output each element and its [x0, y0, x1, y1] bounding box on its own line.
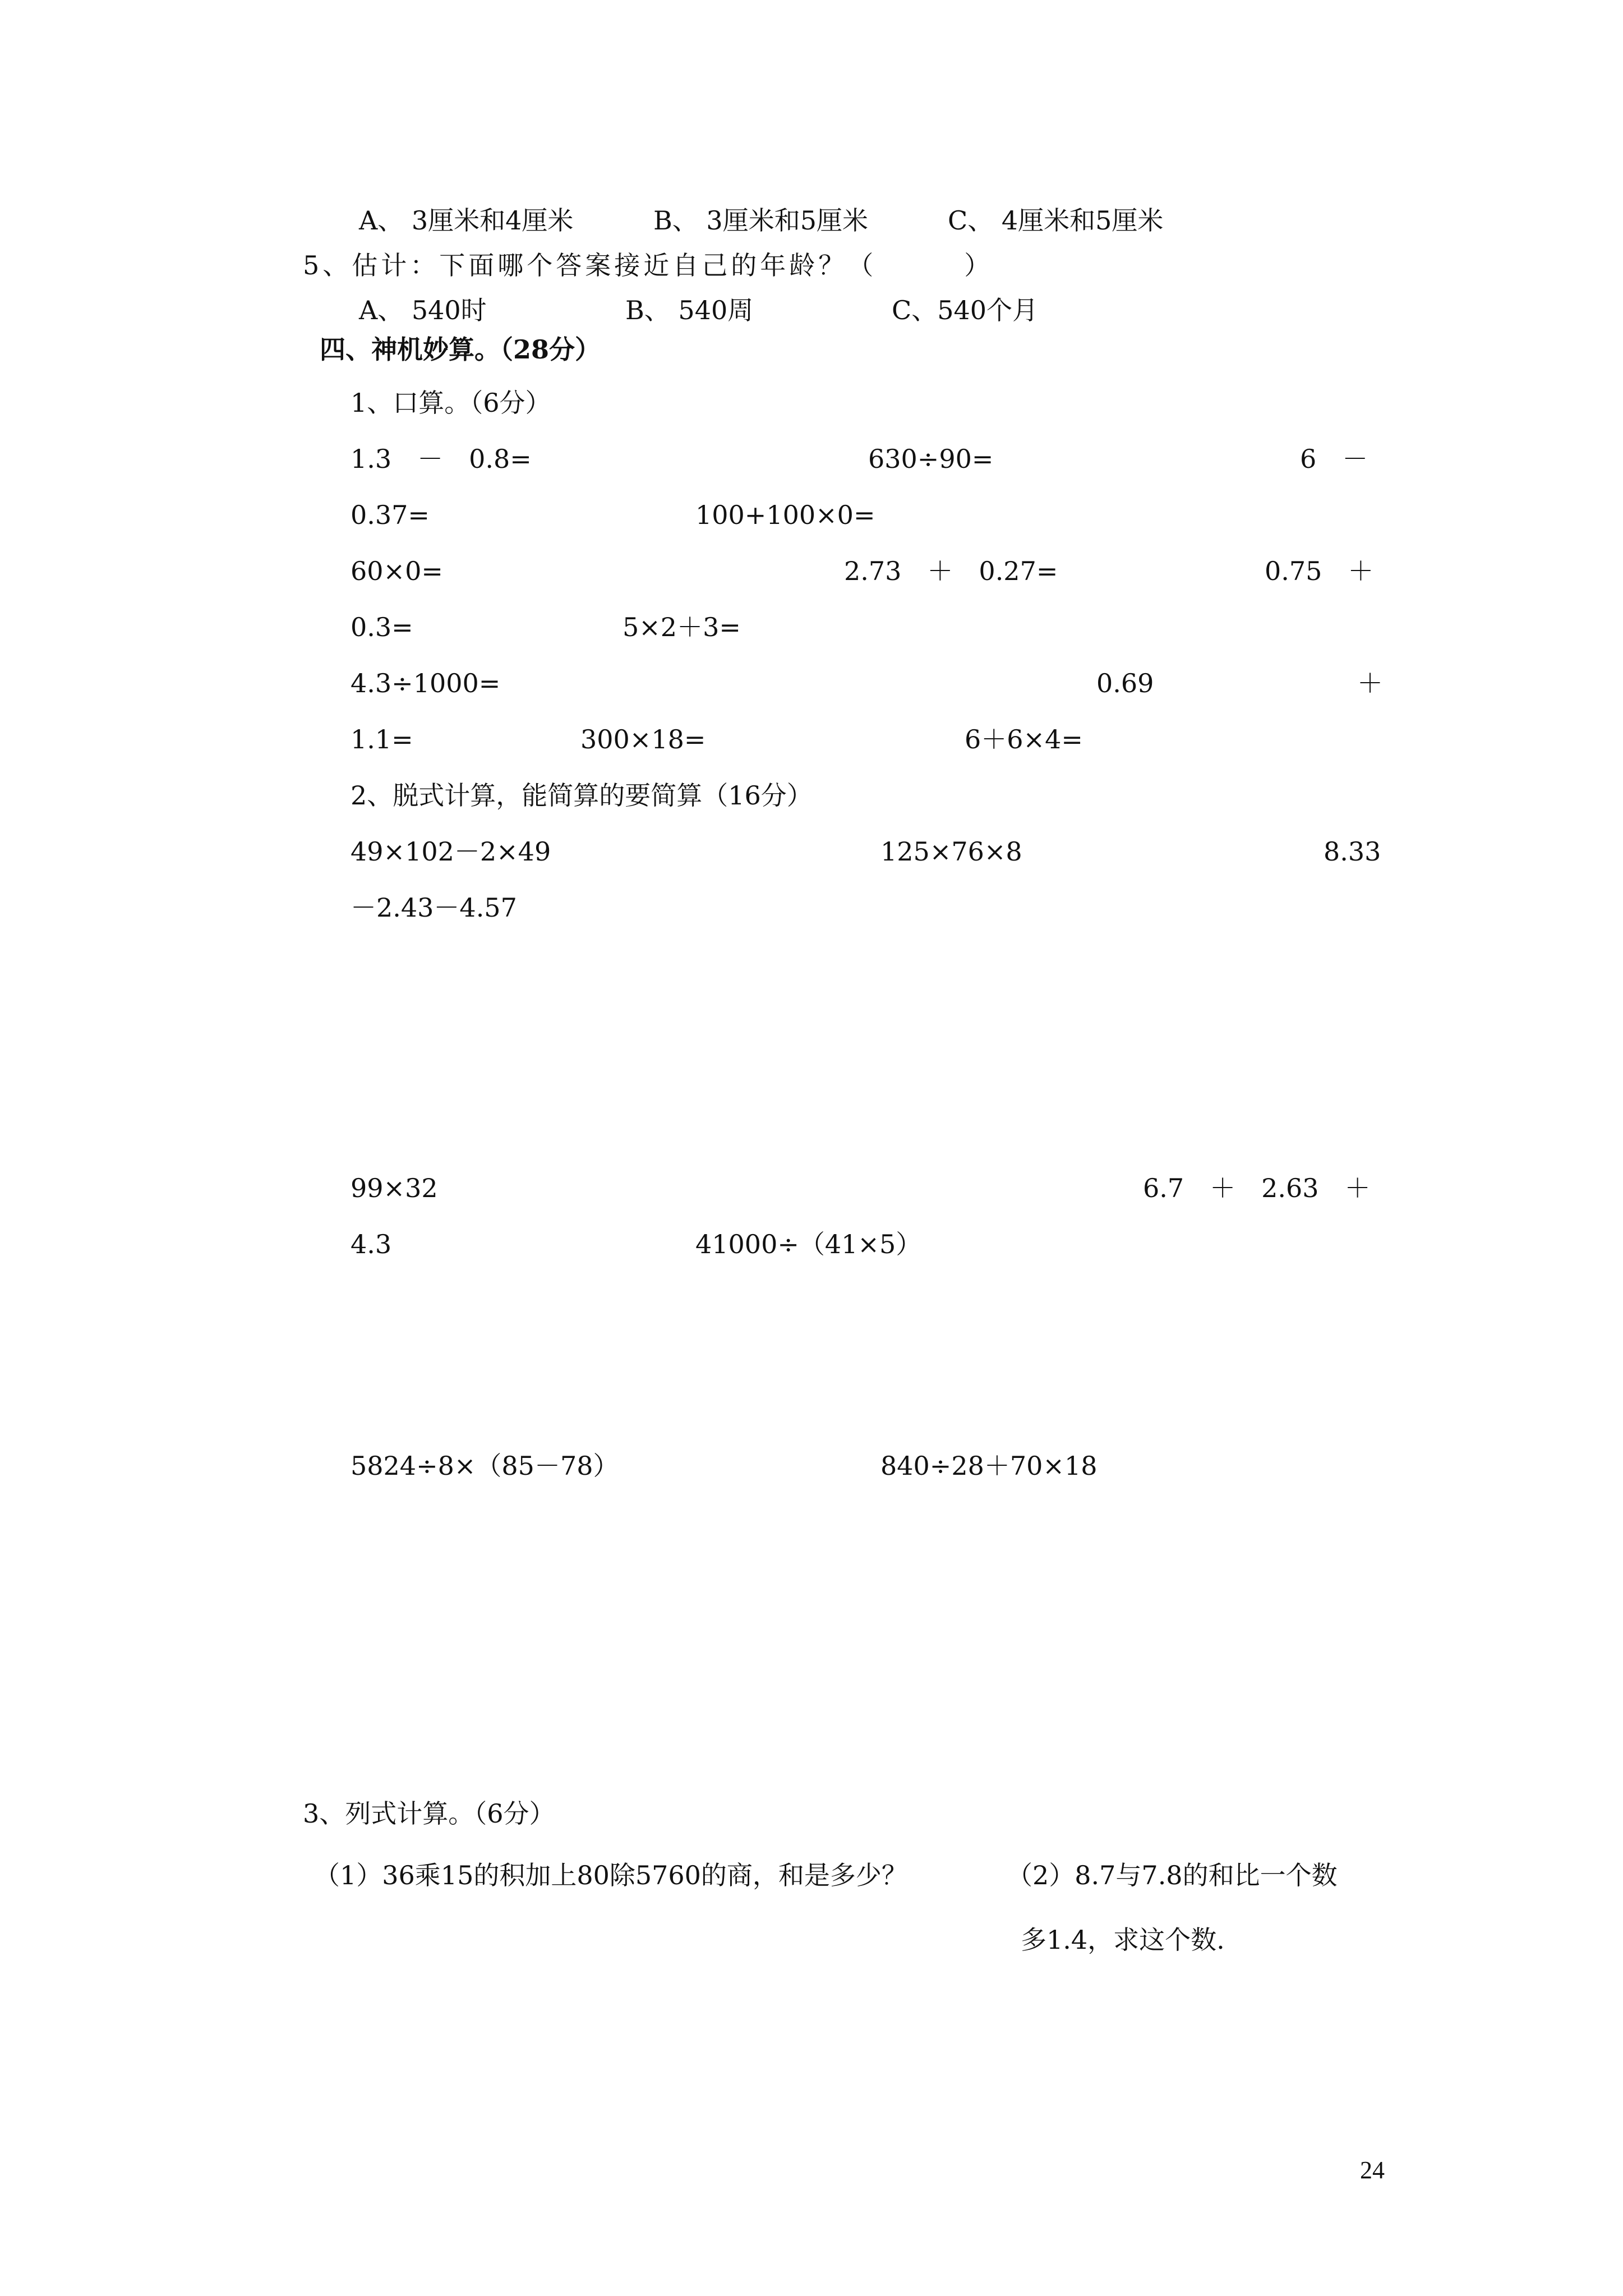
stepwise-item: －2.43－4.57 — [351, 892, 517, 923]
q5-question: 5、估计：下面哪个答案接近自己的年龄？（ ） — [303, 250, 994, 280]
oral-item: 100+100×0= — [695, 500, 875, 530]
stepwise-item: 99×32 — [351, 1173, 438, 1203]
column-problem-1: （1）36乘15的积加上80除5760的商，和是多少？ — [314, 1860, 907, 1890]
column-problem-2-line1: （2）8.7与7.8的和比一个数 — [1007, 1860, 1338, 1890]
oral-item: 0.75 ＋ — [1265, 556, 1374, 586]
column-problem-2-line2: 多1.4，求这个数. — [1021, 1925, 1225, 1955]
q4-option-b: B、 3厘米和5厘米 — [653, 205, 868, 236]
stepwise-item: 840÷28＋70×18 — [880, 1451, 1098, 1481]
oral-item: 300×18= — [580, 724, 706, 754]
q5-option-c: C、540个月 — [892, 295, 1038, 325]
q4-option-c: C、 4厘米和5厘米 — [948, 205, 1164, 236]
oral-item: 0.3= — [351, 612, 413, 642]
oral-heading: 1、口算。（6分） — [351, 388, 551, 418]
oral-item: ＋ — [1357, 668, 1383, 698]
column-heading: 3、列式计算。（6分） — [303, 1798, 555, 1829]
oral-item: 2.73 ＋ 0.27= — [844, 556, 1058, 586]
oral-item: 6＋6×4= — [965, 724, 1083, 754]
oral-item: 1.1= — [351, 724, 413, 754]
oral-item: 6 － — [1300, 444, 1368, 474]
stepwise-item: 4.3 — [351, 1229, 392, 1259]
q5-option-b: B、 540周 — [625, 295, 754, 325]
stepwise-heading: 2、脱式计算，能简算的要简算（16分） — [351, 780, 813, 811]
oral-item: 630÷90= — [868, 444, 994, 474]
stepwise-item: 125×76×8 — [880, 836, 1022, 867]
oral-item: 4.3÷1000= — [351, 668, 501, 698]
oral-item: 1.3 － 0.8= — [351, 444, 532, 474]
q4-option-a: A、 3厘米和4厘米 — [359, 205, 574, 236]
stepwise-item: 41000÷（41×5） — [695, 1229, 922, 1259]
stepwise-item: 49×102－2×49 — [351, 836, 551, 867]
oral-item: 60×0= — [351, 556, 443, 586]
oral-item: 0.37= — [351, 500, 430, 530]
oral-item: 0.69 — [1096, 668, 1154, 698]
q5-option-a: A、 540时 — [359, 295, 487, 325]
section-title: 四、神机妙算。（28分） — [320, 334, 601, 365]
stepwise-item: 6.7 ＋ 2.63 ＋ — [1143, 1173, 1371, 1203]
stepwise-item: 5824÷8×（85－78） — [351, 1451, 619, 1481]
page-number: 24 — [1360, 2156, 1385, 2184]
oral-item: 5×2＋3= — [623, 612, 741, 642]
stepwise-item: 8.33 — [1324, 836, 1381, 867]
